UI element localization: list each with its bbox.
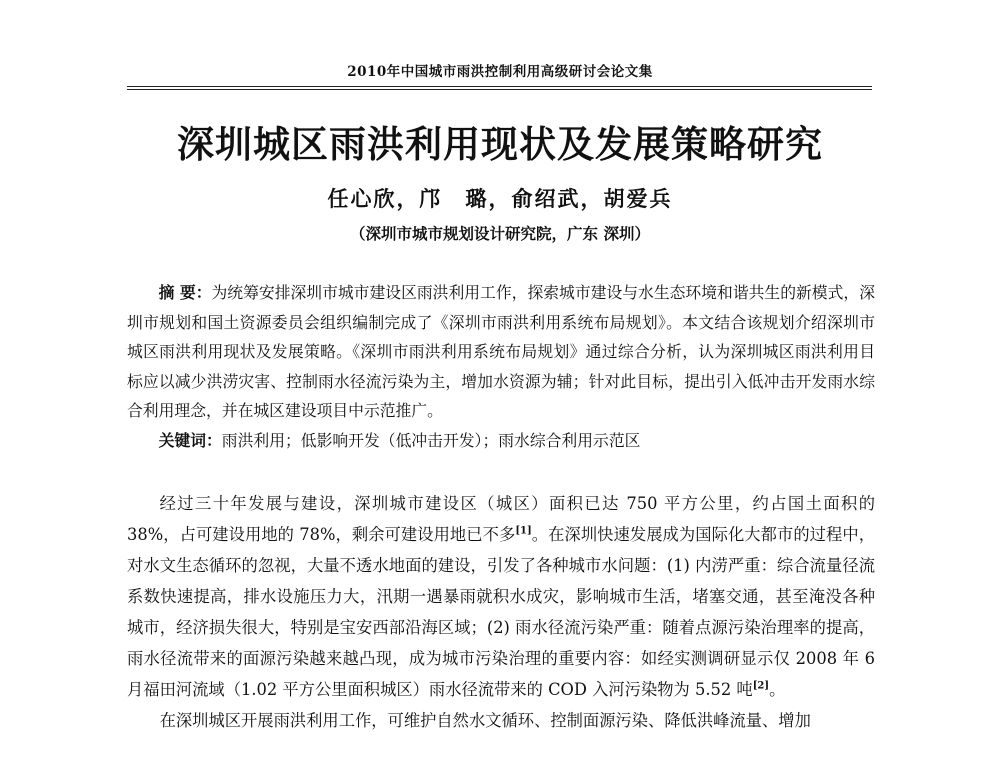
citation-1: [1] [515,525,532,537]
abstract-text: 为统筹安排深圳市城市建设区雨洪利用工作，探索城市建设与水生态环境和谐共生的新模式，深圳市规划和国土资源委员会组织编制完成了《深圳市雨洪利用系统布局规划》。本文结合该规划介绍深圳市城区雨洪利用现状及发展策略。《深圳市雨洪利用系统布局规划》通过综合分析，认为深圳城区雨洪利用目标应以减少洪涝灾害、控制雨水径流污染为主，增加水资源为辅；针对此目标，提出引入低冲击开发雨水综合利用理念，并在城区建设项目中示范推广。 [127,283,875,420]
header-rule-thick [127,86,872,87]
keywords [127,426,875,456]
body-paragraph-1 [127,488,875,705]
keywords-label: 关键词： [158,430,222,450]
citation-2: [2] [752,680,770,692]
abstract [127,278,875,455]
body-paragraph-2: 在深圳城区开展雨洪利用工作，可维护自然水文循环、控制面源污染、降低洪峰流量、增加 [159,711,811,730]
paper-title: 深圳城区雨洪利用现状及发展策略研究 [177,122,823,166]
abstract-paragraph [127,278,875,426]
body-text [127,488,875,736]
body-p1-part-c: 。 [769,680,786,699]
body-p1-part-a: 经过三十年发展与建设，深圳城市建设区（城区）面积已达 750 平方公里，约占国土面积的 38%，占可建设用地的 78%，剩余可建设用地已不多 [127,494,875,544]
abstract-label: 摘 要： [158,283,212,302]
affiliation: （深圳市城市规划设计研究院，广东 深圳） [350,224,650,243]
running-header: 2010年中国城市雨洪控制利用高级研讨会论文集 [347,64,653,80]
keywords-text: 雨洪利用；低影响开发（低冲击开发）；雨水综合利用示范区 [221,430,641,450]
authors: 任心欣，邝 璐，俞绍武，胡爱兵 [327,186,673,211]
body-p1-part-b: 。在深圳快速发展成为国际化大都市的过程中，对水文生态循环的忽视，大量不透水地面的建设，引发了各种城市水问题：(1) 内涝严重：综合流量径流系数快速提高，排水设施压力大，汛期一遇暴雨就积水成灾，影响城市生活，堵塞交通，甚至淹没各种城市，经济损失很大，特别是宝安西部沿海区域；(2) 雨水径流污染严重：随着点源污染治理率的提高，雨水径流带来的面源污染越来越凸现，成为城市污染治理的重要内容：如经实测调研显示仅 2008 年 6 月福田河流域（1.02 平方公里面积城区）雨水径流带来的 COD 入河污染物为 5.52 吨 [127,525,875,699]
header-rule-thin [127,89,872,90]
